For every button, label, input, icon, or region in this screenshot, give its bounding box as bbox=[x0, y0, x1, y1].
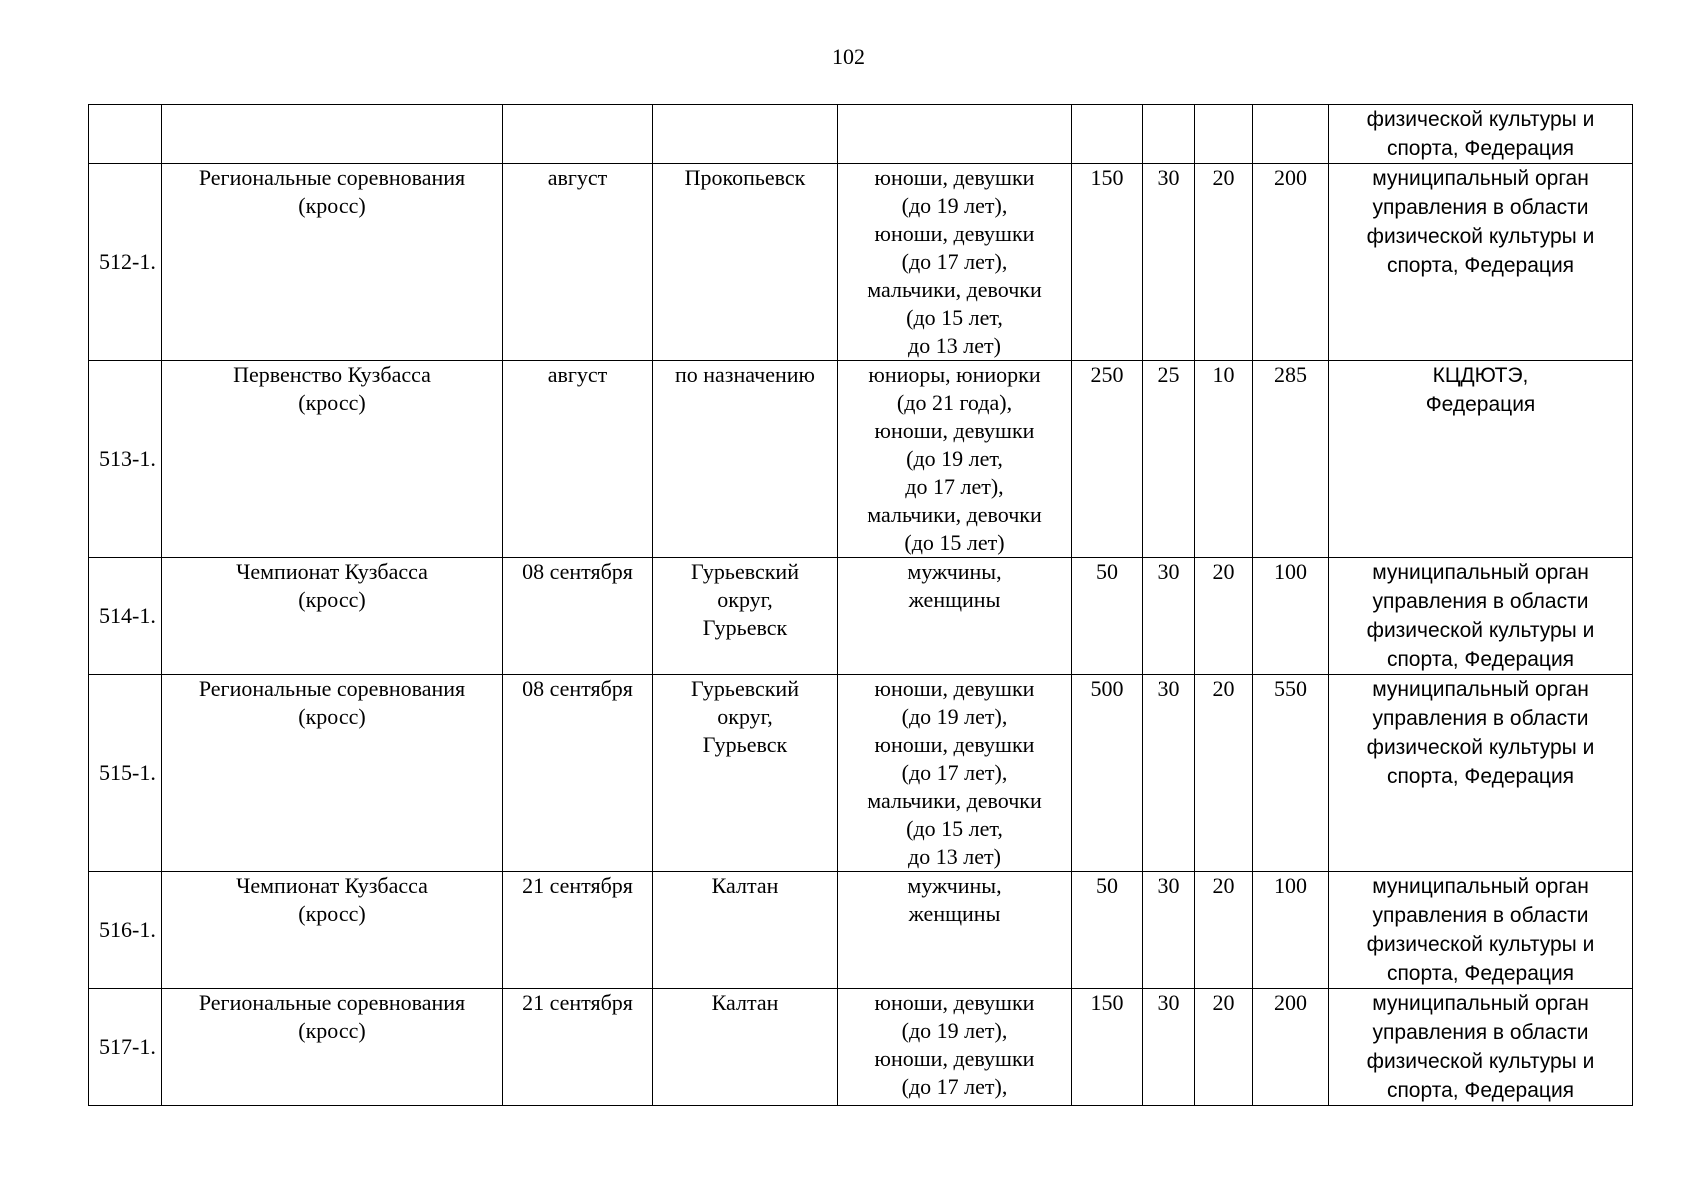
event-name: Чемпионат Кузбасса (кросс) bbox=[162, 872, 503, 989]
organizer: КЦДЮТЭ, Федерация bbox=[1425, 364, 1536, 416]
count-1 bbox=[1072, 105, 1143, 164]
event-date: 08 сентября bbox=[503, 675, 653, 872]
count-3 bbox=[1195, 105, 1253, 164]
event-name: Первенство Кузбасса (кросс) bbox=[162, 361, 503, 558]
event-place: Гурьевский округ, Гурьевск bbox=[653, 558, 838, 675]
organizer: муниципальный орган управления в области физической культуры и спорта, Федерация bbox=[1366, 875, 1595, 985]
events-table bbox=[88, 104, 1633, 1106]
organizer-cell bbox=[1329, 675, 1633, 872]
event-participants: юниоры, юниорки (до 21 года), юноши, девушки (до 19 лет, до 17 лет), мальчики, девочки (до 15 лет) bbox=[838, 361, 1072, 558]
count-2: 30 bbox=[1143, 872, 1195, 989]
table-row bbox=[89, 361, 1633, 558]
event-date: август bbox=[503, 164, 653, 361]
event-date: август bbox=[503, 361, 653, 558]
event-place: Калтан bbox=[653, 872, 838, 989]
event-participants: юноши, девушки (до 19 лет), юноши, девушки (до 17 лет), мальчики, девочки (до 15 лет, до 13 лет) bbox=[838, 164, 1072, 361]
event-participants bbox=[838, 105, 1072, 164]
organizer: физической культуры и спорта, Федерация bbox=[1366, 108, 1595, 160]
event-date: 21 сентября bbox=[503, 872, 653, 989]
count-3: 20 bbox=[1195, 872, 1253, 989]
count-3: 10 bbox=[1195, 361, 1253, 558]
event-date bbox=[503, 105, 653, 164]
count-2: 30 bbox=[1143, 164, 1195, 361]
event-participants: мужчины, женщины bbox=[838, 558, 1072, 675]
row-number bbox=[89, 105, 162, 164]
organizer-cell bbox=[1329, 105, 1633, 164]
event-name bbox=[162, 105, 503, 164]
table-row bbox=[89, 675, 1633, 872]
count-1: 500 bbox=[1072, 675, 1143, 872]
event-participants: мужчины, женщины bbox=[838, 872, 1072, 989]
row-number: 513-1. bbox=[89, 361, 162, 558]
event-place: по назначению bbox=[653, 361, 838, 558]
row-number: 514-1. bbox=[89, 558, 162, 675]
table-row bbox=[89, 105, 1633, 164]
count-2: 30 bbox=[1143, 675, 1195, 872]
event-date: 21 сентября bbox=[503, 989, 653, 1106]
organizer-cell bbox=[1329, 164, 1633, 361]
count-2: 30 bbox=[1143, 558, 1195, 675]
page-number: 102 bbox=[832, 44, 865, 69]
organizer-cell bbox=[1329, 989, 1633, 1106]
count-total: 285 bbox=[1253, 361, 1329, 558]
count-1: 250 bbox=[1072, 361, 1143, 558]
table-row bbox=[89, 164, 1633, 361]
event-place: Гурьевский округ, Гурьевск bbox=[653, 675, 838, 872]
row-number: 515-1. bbox=[89, 675, 162, 872]
table-row bbox=[89, 558, 1633, 675]
event-name: Региональные соревнования (кросс) bbox=[162, 989, 503, 1106]
count-1: 150 bbox=[1072, 164, 1143, 361]
count-3: 20 bbox=[1195, 989, 1253, 1106]
event-place: Калтан bbox=[653, 989, 838, 1106]
count-2: 30 bbox=[1143, 989, 1195, 1106]
organizer-cell bbox=[1329, 872, 1633, 989]
event-date: 08 сентября bbox=[503, 558, 653, 675]
table-row bbox=[89, 989, 1633, 1106]
count-3: 20 bbox=[1195, 558, 1253, 675]
count-3: 20 bbox=[1195, 164, 1253, 361]
count-total: 200 bbox=[1253, 164, 1329, 361]
event-participants: юноши, девушки (до 19 лет), юноши, девушки (до 17 лет), мальчики, девочки (до 15 лет, до 13 лет) bbox=[838, 675, 1072, 872]
row-number: 512-1. bbox=[89, 164, 162, 361]
count-total bbox=[1253, 105, 1329, 164]
count-1: 50 bbox=[1072, 558, 1143, 675]
count-2: 25 bbox=[1143, 361, 1195, 558]
count-total: 100 bbox=[1253, 872, 1329, 989]
count-1: 150 bbox=[1072, 989, 1143, 1106]
event-place: Прокопьевск bbox=[653, 164, 838, 361]
row-number: 517-1. bbox=[89, 989, 162, 1106]
count-2 bbox=[1143, 105, 1195, 164]
organizer: муниципальный орган управления в области физической культуры и спорта, Федерация bbox=[1366, 561, 1595, 671]
event-name: Чемпионат Кузбасса (кросс) bbox=[162, 558, 503, 675]
count-total: 200 bbox=[1253, 989, 1329, 1106]
organizer: муниципальный орган управления в области физической культуры и спорта, Федерация bbox=[1366, 992, 1595, 1102]
count-total: 550 bbox=[1253, 675, 1329, 872]
event-participants: юноши, девушки (до 19 лет), юноши, девушки (до 17 лет), bbox=[838, 989, 1072, 1106]
organizer-cell bbox=[1329, 558, 1633, 675]
organizer: муниципальный орган управления в области физической культуры и спорта, Федерация bbox=[1366, 678, 1595, 788]
count-1: 50 bbox=[1072, 872, 1143, 989]
count-total: 100 bbox=[1253, 558, 1329, 675]
organizer: муниципальный орган управления в области физической культуры и спорта, Федерация bbox=[1366, 167, 1595, 277]
row-number: 516-1. bbox=[89, 872, 162, 989]
event-place bbox=[653, 105, 838, 164]
count-3: 20 bbox=[1195, 675, 1253, 872]
event-name: Региональные соревнования (кросс) bbox=[162, 164, 503, 361]
organizer-cell bbox=[1329, 361, 1633, 558]
event-name: Региональные соревнования (кросс) bbox=[162, 675, 503, 872]
table-row bbox=[89, 872, 1633, 989]
